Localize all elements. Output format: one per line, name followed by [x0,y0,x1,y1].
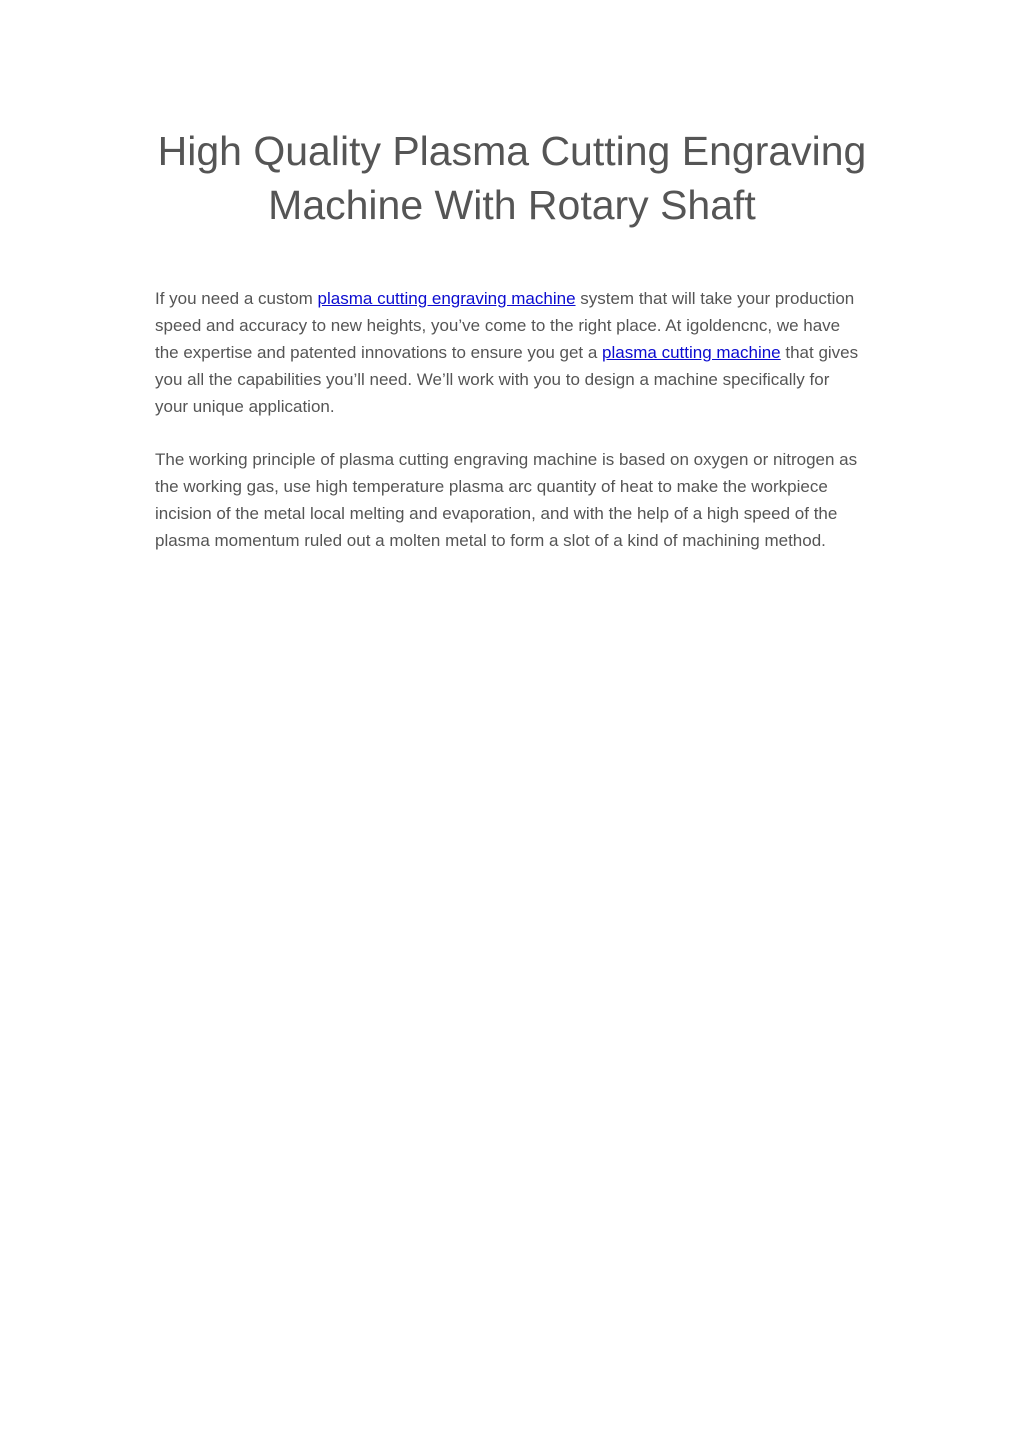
working-principle-paragraph: The working principle of plasma cutting engraving machine is based on oxygen or nitrogen as the working gas, use high temperature plasma arc quantity of heat to make the workpiece incision of the metal local melting and evaporation, and with the help of a high speed of the plasma momentum ruled out a molten metal to form a slot of a kind of machining method. [155,450,858,550]
document-title: High Quality Plasma Cutting Engraving Machine With Rotary Shaft [157,128,867,228]
intro-text-start: If you need a custom [155,289,318,308]
intro-paragraph [155,285,867,420]
plasma-cutting-machine-link[interactable]: plasma cutting machine [602,343,781,362]
intro-text-end: that gives you all the capabilities you’ll need. We’ll work with you to design a machine specifically for your unique application. [155,343,859,416]
intro-text-middle: system that will take your production speed and accuracy to new heights, you’ve come to the right place. At igoldencnc, we have the expertise and patented innovations to ensure you get a [155,289,855,362]
plasma-cutting-engraving-machine-link[interactable]: plasma cutting engraving machine [317,289,576,308]
